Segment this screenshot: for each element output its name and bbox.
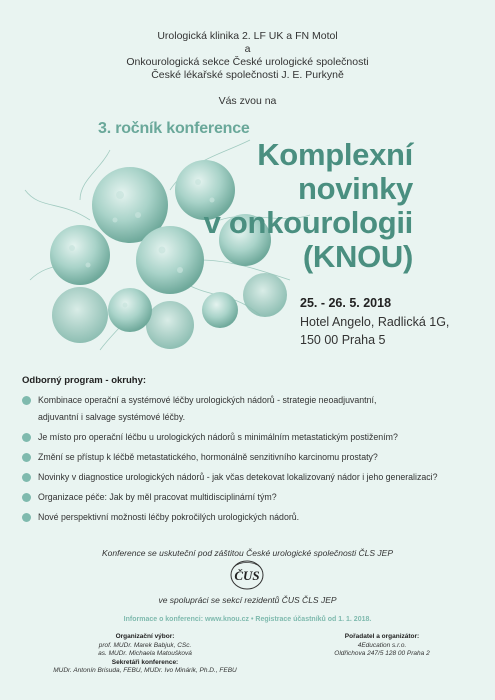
venue-line-2: 150 00 Praha 5: [300, 333, 386, 347]
patronage-text: Konference se uskuteční pod záštitou České urologické společnosti ČLS JEP: [101, 548, 394, 558]
topic-text: Novinky v diagnostice urologických nádorů - jak včas detekovat lokalizovaný nádor i jeho generalizaci?: [38, 472, 438, 482]
bullet-icon: [22, 396, 31, 405]
cooperation-text: ve spolupráci se sekcí rezidentů ČUS ČLS JEP: [158, 595, 337, 605]
list-item: [18, 469, 478, 486]
list-item: [18, 392, 478, 426]
committee-block: [30, 633, 260, 676]
bullet-icon: [22, 473, 31, 482]
title-line-2: novinky: [297, 171, 413, 206]
program-heading: Odborný program - okruhy:: [22, 375, 147, 386]
list-item: [18, 509, 478, 526]
program-topics: [18, 392, 478, 529]
conference-edition: 3. ročník konference: [98, 120, 250, 137]
committee-member-2: as. MUDr. Michaela Matoušková: [98, 650, 192, 657]
topic-text-continued: adjuvantní i salvage systémové léčby.: [38, 412, 186, 422]
organizer-address: Oldřichova 247/5 128 00 Praha 2: [334, 650, 430, 657]
bullet-icon: [22, 433, 31, 442]
header-line-4: České lékařské společnosti J. E. Purkyně: [151, 69, 344, 81]
logo-text: ČUS: [234, 568, 260, 583]
bullet-icon: [22, 493, 31, 502]
committee-member-1: prof. MUDr. Marek Babjuk, CSc.: [98, 641, 192, 649]
committee-label: Organizační výbor:: [115, 633, 175, 640]
topic-text: Změní se přístup k léčbě metastatického, hormonálně senzitivního karcinomu prostaty?: [38, 452, 378, 462]
topic-text: Je místo pro operační léčbu u urologických nádorů s minimálním metastatickým postižením?: [38, 432, 398, 442]
venue-line-1: Hotel Angelo, Radlická 1G,: [300, 315, 450, 329]
secretary-label: Sekretáři konference:: [111, 658, 179, 666]
title-line-3: v onkourologii: [203, 205, 413, 240]
invite-text: Vás zvou na: [218, 95, 277, 107]
header-line-2: a: [244, 43, 251, 55]
topic-text: Organizace péče: Jak by měl pracovat multidisciplinární tým?: [38, 492, 277, 502]
list-item: [18, 449, 478, 466]
event-info: [300, 294, 449, 349]
list-item: [18, 489, 478, 506]
topic-text: Kombinace operační a systémové léčby urologických nádorů - strategie neoadjuvantní,: [38, 395, 377, 405]
title-line-1: Komplexní: [257, 137, 413, 172]
conference-title: [133, 138, 413, 274]
title-line-4: (KNOU): [302, 239, 413, 274]
secretary-names: MUDr. Antonín Brisuda, FEBU, MUDr. Ivo Minárik, Ph.D., FEBU: [53, 667, 237, 674]
organizer-name: 4Education s.r.o.: [357, 641, 407, 649]
header-line-3: Onkourologická sekce České urologické společnosti: [126, 56, 369, 68]
cus-logo: [222, 559, 272, 591]
conference-info-line: Informace o konferenci: www.knou.cz • Registrace účastníků od 1. 1. 2018.: [123, 616, 372, 623]
header-line-1: Urologická klinika 2. LF UK a FN Motol: [157, 30, 338, 42]
organizers-header: [0, 30, 495, 82]
list-item: [18, 429, 478, 446]
organizer-block: [282, 633, 482, 659]
bullet-icon: [22, 453, 31, 462]
bullet-icon: [22, 513, 31, 522]
event-dates: 25. - 26. 5. 2018: [300, 296, 392, 310]
organizer-label: Pořadatel a organizátor:: [344, 633, 420, 640]
topic-text: Nové perspektivní možnosti léčby pokročilých urologických nádorů.: [38, 512, 300, 522]
